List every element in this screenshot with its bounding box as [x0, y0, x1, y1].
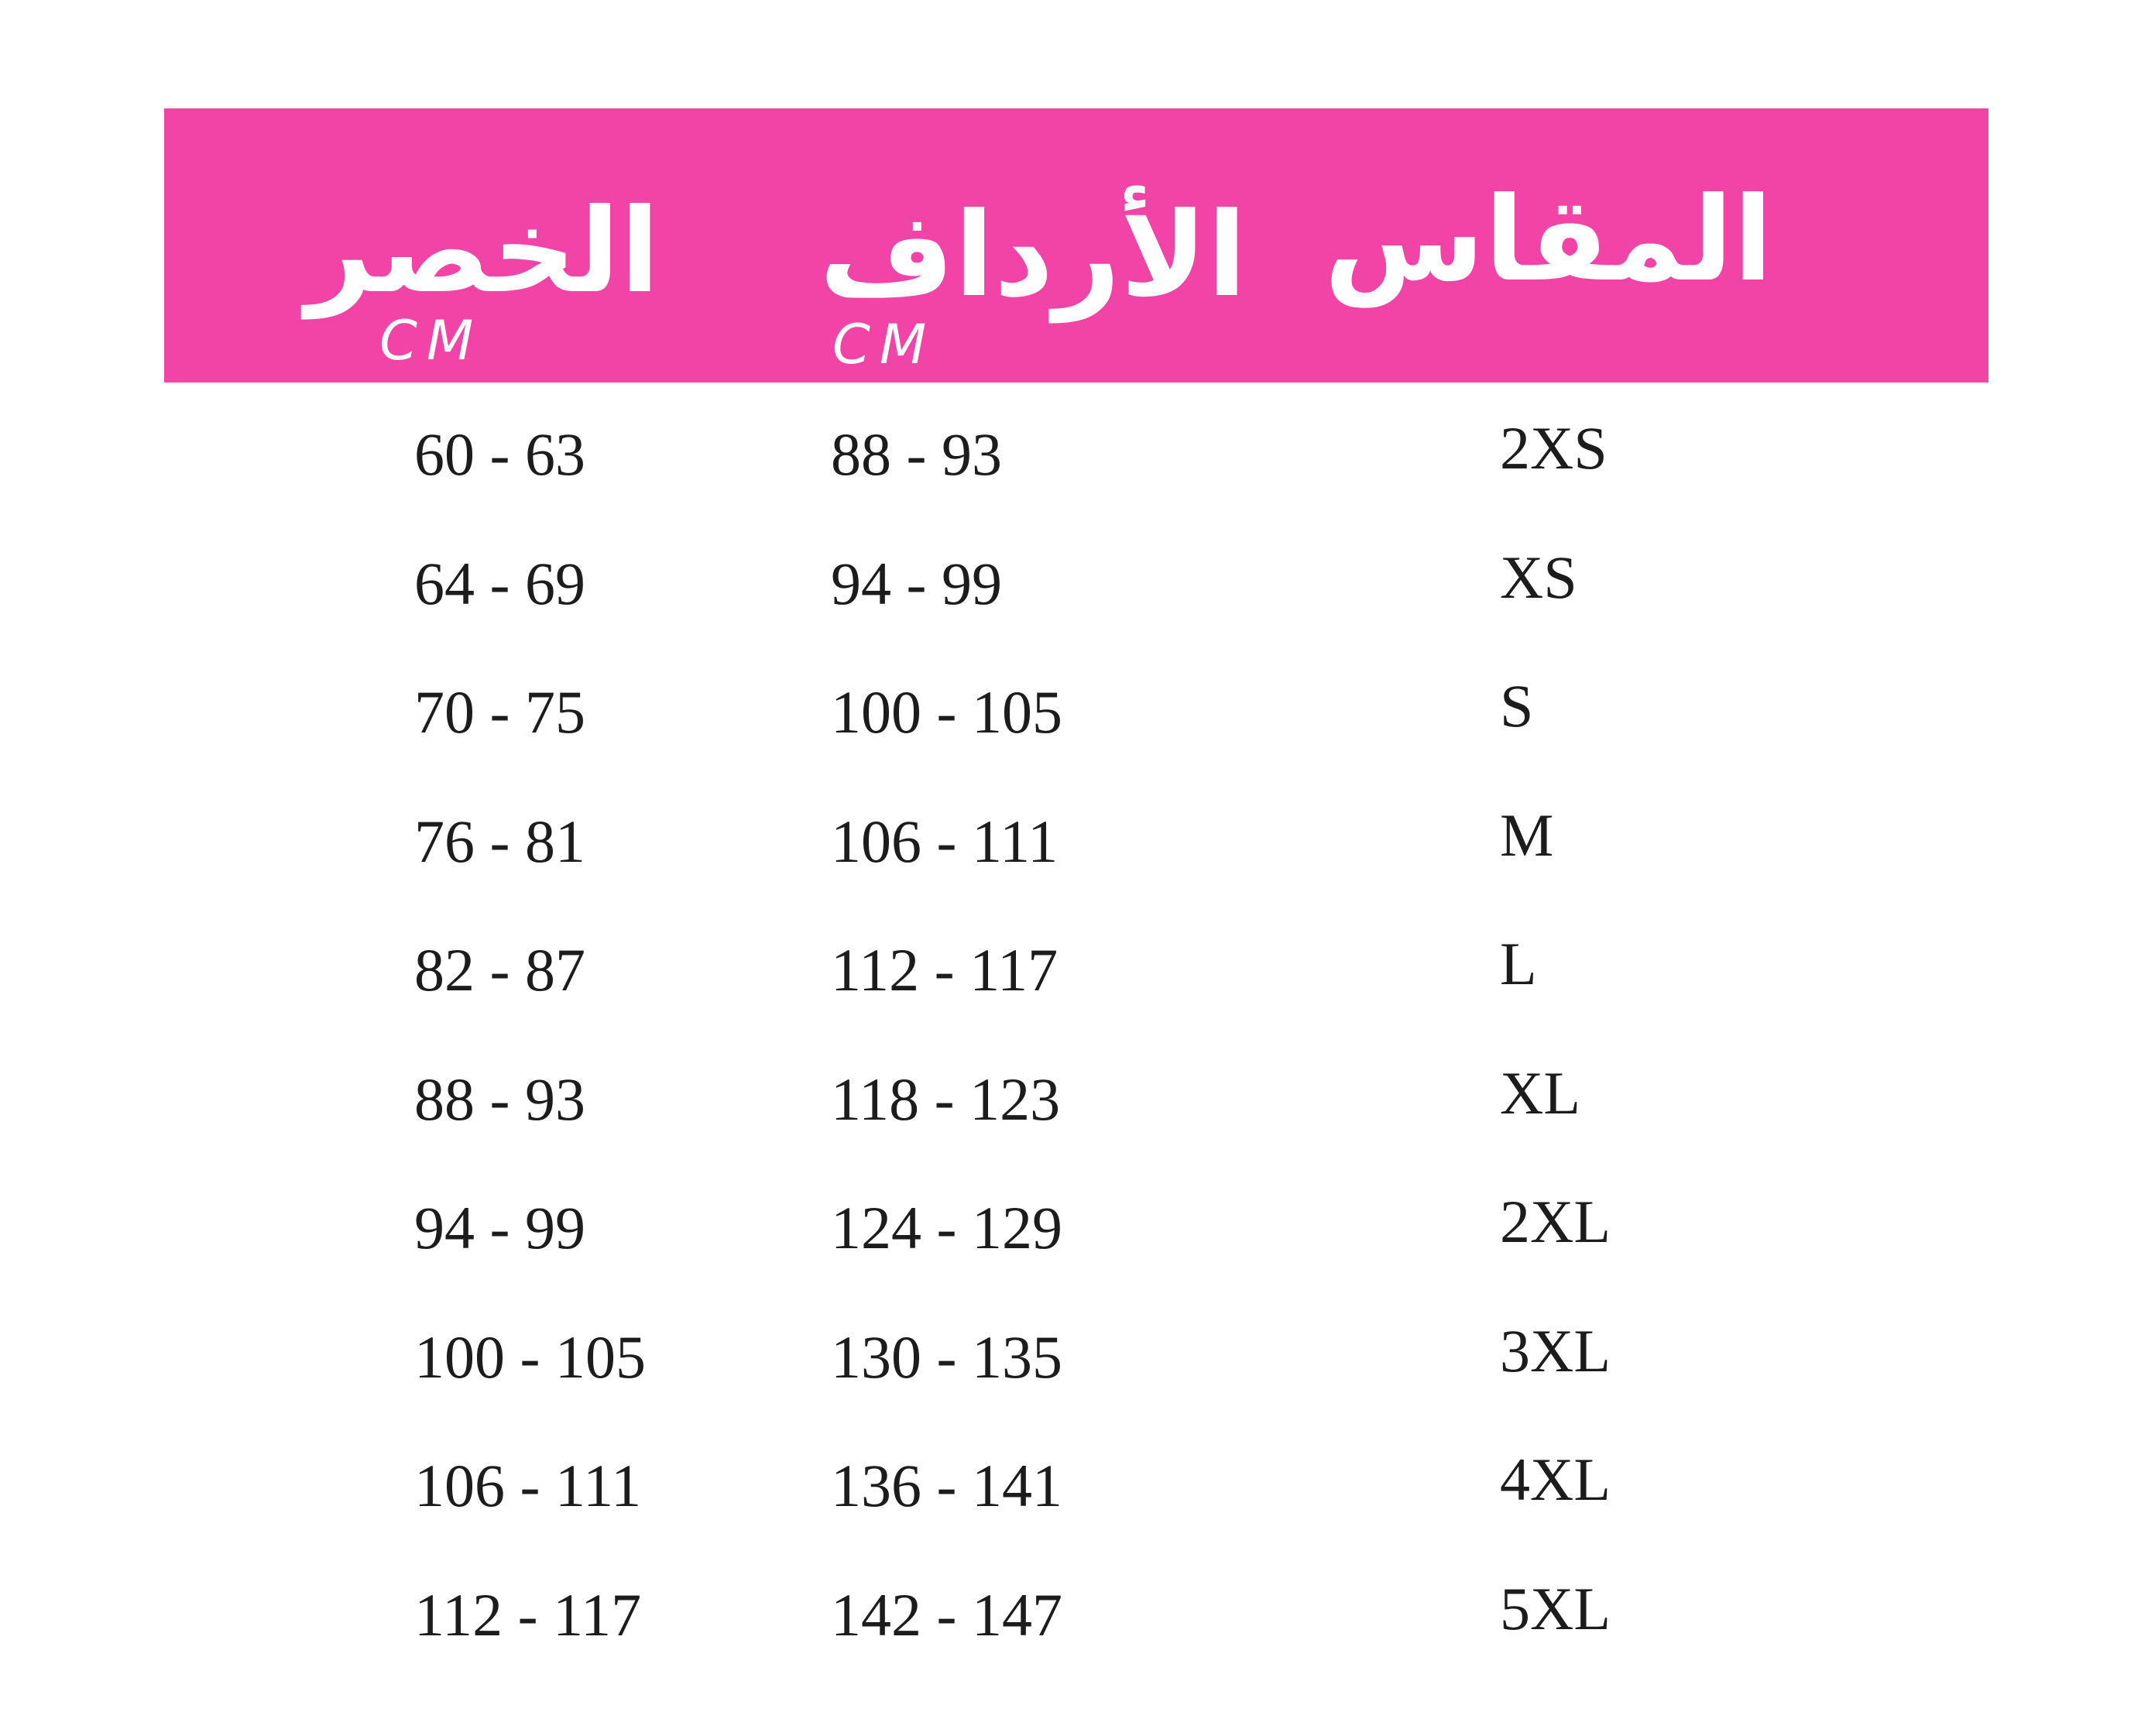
hips-cell: 106 - 111: [831, 808, 1059, 875]
size-cell: 4XL: [1500, 1446, 1611, 1513]
hips-cell: 136 - 141: [831, 1452, 1062, 1519]
waist-cell: 100 - 105: [414, 1323, 646, 1391]
waist-cell: 82 - 87: [414, 936, 585, 1004]
size-cell: 5XL: [1500, 1575, 1611, 1642]
size-cell: S: [1500, 672, 1534, 739]
hips-cell: 142 - 147: [831, 1581, 1062, 1649]
hips-cell: 88 - 93: [831, 420, 1002, 488]
size-cell: 2XS: [1500, 414, 1608, 482]
hips-cell: 100 - 105: [831, 678, 1062, 746]
waist-cell: 64 - 69: [414, 550, 585, 617]
waist-cell: 112 - 117: [414, 1581, 642, 1649]
hips-cell: 112 - 117: [831, 936, 1059, 1004]
waist-header: الخصر: [306, 184, 660, 319]
size-cell: XS: [1500, 544, 1577, 611]
size-cell: XL: [1500, 1059, 1580, 1127]
size-header: المقاس: [1324, 173, 1773, 307]
hips-cell: 124 - 129: [831, 1194, 1062, 1261]
waist-cell: 94 - 99: [414, 1194, 585, 1261]
waist-cell: 76 - 81: [414, 808, 585, 875]
waist-unit: CM: [379, 309, 483, 372]
hips-cell: 118 - 123: [831, 1065, 1061, 1133]
size-cell: M: [1500, 801, 1554, 869]
waist-cell: 88 - 93: [414, 1065, 585, 1133]
hips-unit: CM: [832, 313, 936, 376]
waist-cell: 60 - 63: [414, 420, 585, 488]
size-cell: L: [1500, 930, 1537, 997]
size-cell: 3XL: [1500, 1317, 1611, 1384]
waist-cell: 70 - 75: [414, 678, 585, 746]
hips-header: الأرداف: [819, 188, 1247, 323]
hips-cell: 94 - 99: [831, 550, 1002, 617]
waist-cell: 106 - 111: [414, 1452, 642, 1519]
size-cell: 2XL: [1500, 1188, 1611, 1255]
hips-cell: 130 - 135: [831, 1323, 1062, 1391]
